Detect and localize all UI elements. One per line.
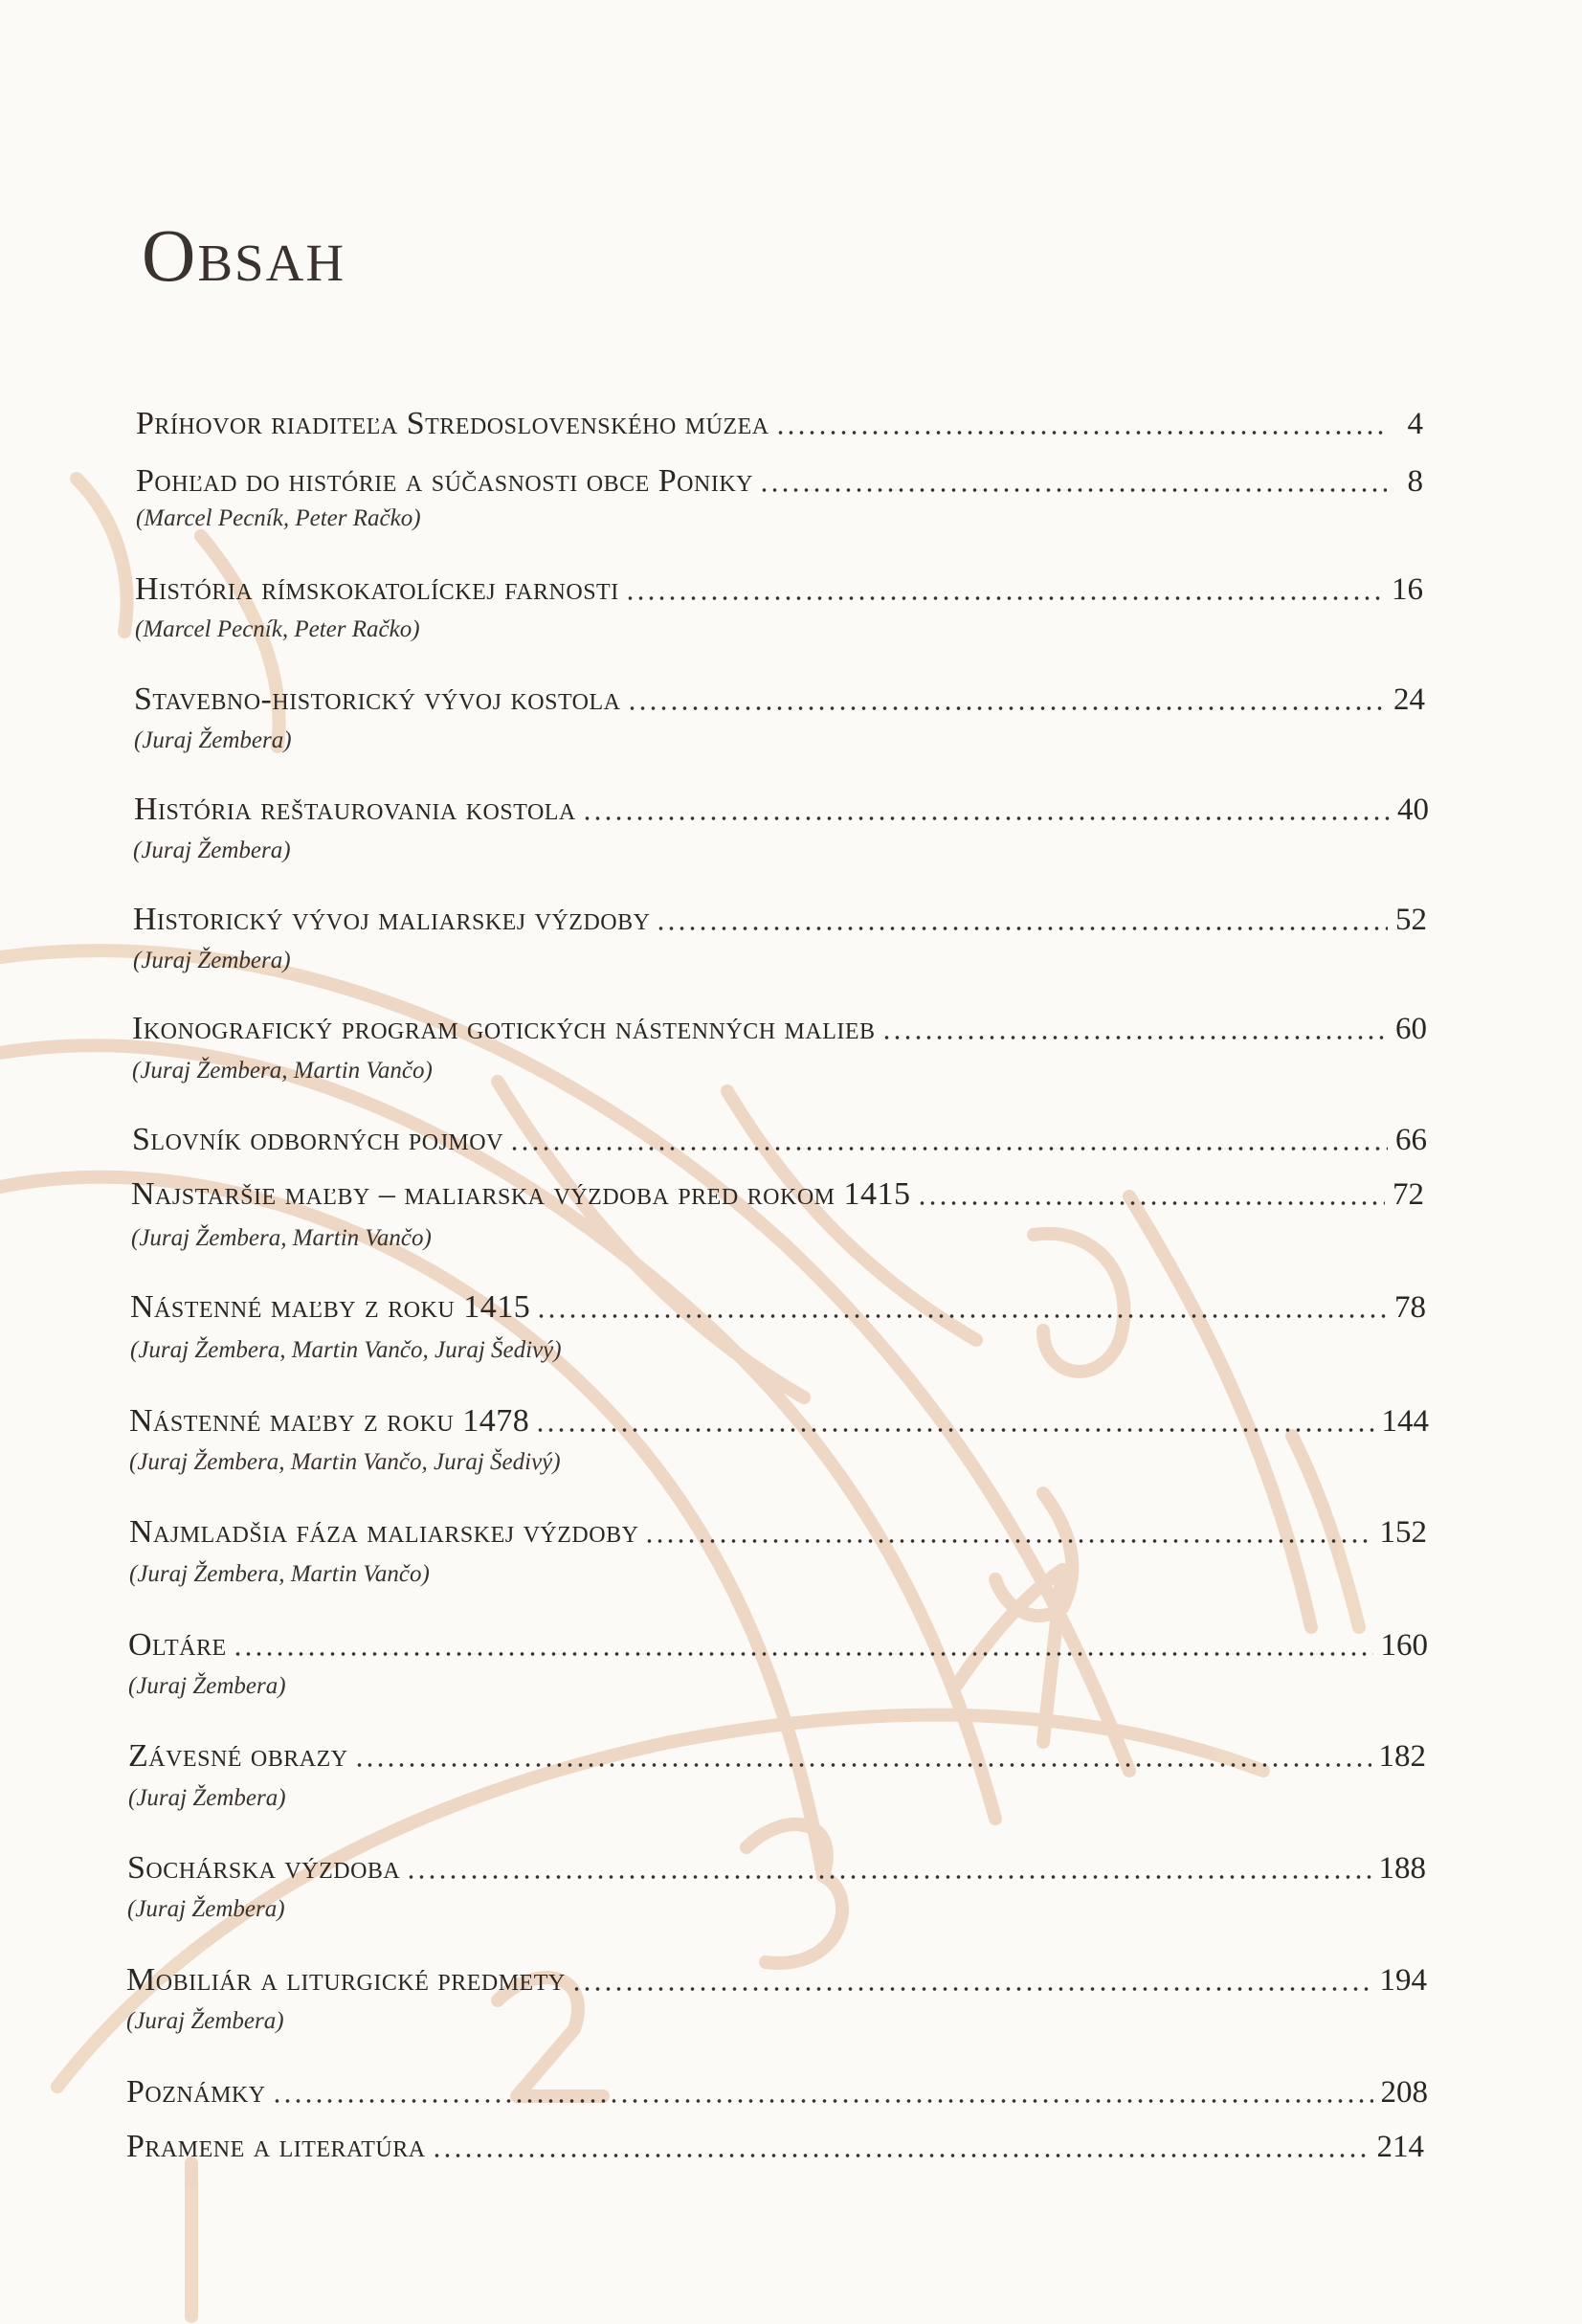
dot-leader	[272, 2099, 1373, 2103]
dot-leader	[571, 1987, 1372, 1991]
dot-leader	[775, 431, 1387, 435]
toc-entry-title: Pramene a literatúra	[126, 2129, 426, 2164]
toc-entry[interactable]	[130, 1276, 1426, 1324]
toc-entry[interactable]	[128, 1725, 1426, 1773]
toc-page-number: 40	[1397, 793, 1429, 827]
toc-entry-title: História rímskokatolíckej farnosti	[135, 571, 619, 607]
toc-entry[interactable]	[129, 1501, 1427, 1549]
toc-entry-authors: (Juraj Žembera)	[128, 1673, 286, 1699]
toc-entry-authors: (Marcel Pecník, Peter Račko)	[135, 616, 420, 642]
toc-page-number: 208	[1380, 2075, 1428, 2110]
dot-leader	[535, 1428, 1373, 1432]
dot-leader	[656, 927, 1388, 930]
toc-entry[interactable]	[127, 1837, 1426, 1885]
toc-page-number: 66	[1395, 1123, 1427, 1157]
toc-entry-authors: (Juraj Žembera)	[133, 948, 291, 973]
toc-entry[interactable]	[136, 450, 1423, 498]
toc-entry-title: Slovník odborných pojmov	[132, 1122, 503, 1157]
toc-page-number: 182	[1378, 1739, 1426, 1774]
dot-leader	[582, 816, 1390, 820]
toc-page-number: 8	[1407, 464, 1423, 499]
toc-entry-authors: (Juraj Žembera)	[128, 1785, 286, 1811]
toc-page-number: 60	[1395, 1012, 1427, 1046]
toc-entry-title: Pohľad do histórie a súčasnosti obce Poniky	[136, 463, 753, 499]
toc-entry-title: Príhovor riaditeľa Stredoslovenského múzea	[136, 406, 769, 441]
toc-entry[interactable]	[133, 888, 1427, 936]
toc-entry[interactable]	[132, 1108, 1427, 1156]
toc-entry-title: Mobiliár a liturgické predmety	[126, 1962, 566, 1998]
toc-entry-authors: (Juraj Žembera)	[126, 2008, 284, 2034]
toc-page-number: 4	[1407, 407, 1423, 441]
toc-page-number: 214	[1376, 2130, 1424, 2164]
dot-leader	[509, 1147, 1388, 1151]
toc-entry[interactable]	[126, 2115, 1424, 2163]
toc-entry-title: Ikonografický program gotických nástenných malieb	[132, 1011, 876, 1046]
toc-entry-authors: (Juraj Žembera)	[127, 1896, 285, 1922]
toc-page-number: 78	[1394, 1290, 1426, 1325]
toc-entry-title: Nástenné maľby z roku 1478	[129, 1403, 530, 1439]
toc-entry[interactable]	[136, 392, 1423, 440]
toc-page-number: 72	[1393, 1177, 1424, 1212]
toc-page-number: 194	[1379, 1963, 1427, 1998]
toc-page-number: 152	[1379, 1515, 1427, 1550]
toc-entry-title: História reštaurovania kostola	[134, 792, 576, 827]
dot-leader	[644, 1539, 1371, 1543]
toc-entry[interactable]	[134, 668, 1425, 716]
toc-entry-title: Závesné obrazy	[128, 1738, 348, 1774]
toc-page-number: 144	[1381, 1404, 1429, 1439]
toc-entry-authors: (Juraj Žembera, Martin Vančo, Juraj Šedivý)	[130, 1337, 562, 1363]
dot-leader	[759, 488, 1387, 492]
toc-entry-title: Najmladšia fáza maliarskej výzdoby	[129, 1514, 639, 1550]
toc-entry-title: Poznámky	[126, 2074, 266, 2110]
toc-entry[interactable]	[126, 2061, 1428, 2109]
toc-entry-authors: (Juraj Žembera, Martin Vančo)	[129, 1561, 430, 1587]
toc-entry-authors: (Juraj Žembera, Martin Vančo)	[132, 1058, 433, 1084]
toc-entry[interactable]	[131, 1163, 1424, 1211]
page-title: Obsah	[142, 213, 346, 297]
dot-leader	[536, 1314, 1387, 1318]
toc-entry-title: Historický vývoj maliarskej výzdoby	[133, 902, 651, 937]
toc-page-number: 160	[1380, 1628, 1428, 1663]
toc-entry[interactable]	[126, 1949, 1427, 1997]
toc-entry-authors: (Juraj Žembera, Martin Vančo)	[131, 1225, 432, 1251]
toc-page-number: 24	[1393, 682, 1425, 717]
dot-leader	[354, 1763, 1371, 1767]
dot-leader	[625, 596, 1384, 600]
toc-entry-authors: (Juraj Žembera, Martin Vančo, Juraj Šedivý)	[129, 1449, 561, 1475]
dot-leader	[917, 1201, 1385, 1205]
toc-entry-authors: (Marcel Pecník, Peter Račko)	[136, 505, 421, 531]
toc-entry-title: Najstaršie maľby – maliarska výzdoba pred rokom 1415	[131, 1176, 911, 1212]
toc-entry[interactable]	[128, 1614, 1428, 1662]
toc-entry[interactable]	[132, 997, 1427, 1045]
dot-leader	[627, 706, 1386, 710]
toc-page-number: 16	[1392, 572, 1423, 607]
toc-entry-title: Sochárska výzdoba	[127, 1850, 401, 1886]
toc-entry-title: Stavebno-historický vývoj kostola	[134, 682, 621, 717]
toc-entry[interactable]	[135, 558, 1423, 606]
dot-leader	[432, 2154, 1370, 2157]
toc-entry-title: Nástenné maľby z roku 1415	[130, 1289, 531, 1325]
toc-entry-title: Oltáre	[128, 1627, 227, 1663]
dot-leader	[233, 1652, 1373, 1656]
toc-page-number: 188	[1378, 1851, 1426, 1886]
toc-entry-authors: (Juraj Žembera)	[133, 838, 291, 863]
toc-entry-authors: (Juraj Žembera)	[134, 727, 292, 753]
toc-page-number: 52	[1395, 903, 1427, 937]
toc-entry[interactable]	[129, 1390, 1429, 1438]
toc-entry[interactable]	[134, 778, 1429, 826]
dot-leader	[881, 1036, 1388, 1039]
dot-leader	[406, 1875, 1370, 1879]
